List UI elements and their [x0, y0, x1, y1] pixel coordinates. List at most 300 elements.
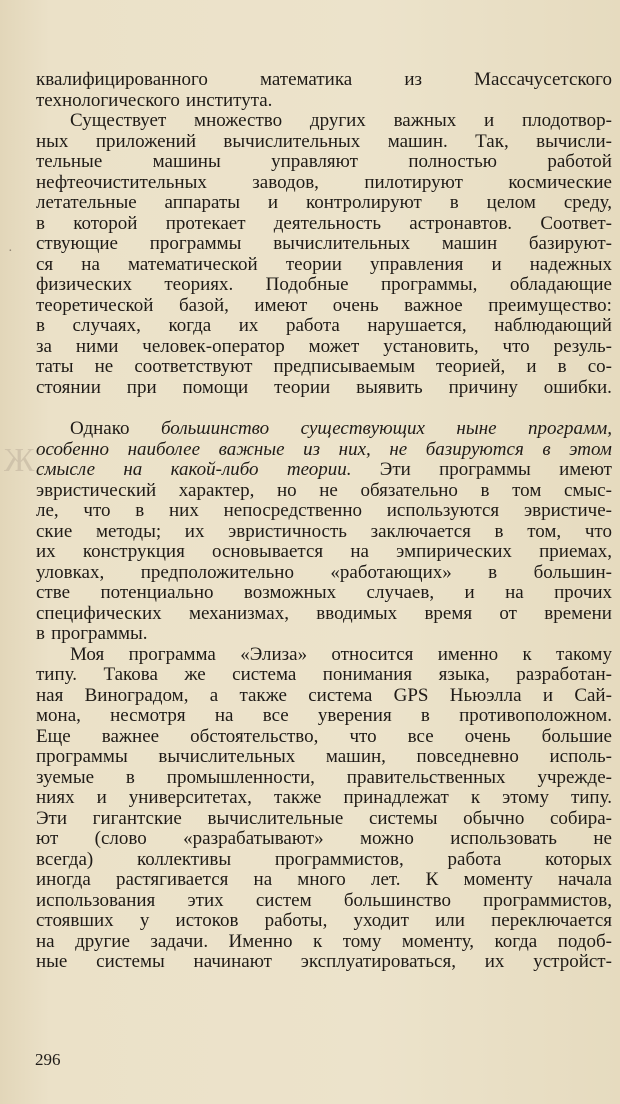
word: ле, [36, 501, 59, 521]
word: надежных [529, 254, 612, 275]
word: программы [439, 460, 531, 480]
page-number: 296 [35, 1050, 61, 1069]
word: университетах, [128, 788, 252, 808]
word: которых [545, 849, 612, 870]
word: и [484, 111, 495, 131]
word: в [135, 501, 145, 521]
word: программистов, [274, 849, 404, 870]
word: прочих [554, 583, 612, 603]
word: Однако [70, 419, 130, 439]
word: математической [128, 254, 258, 275]
word: использовать [450, 829, 557, 849]
text-line [36, 378, 612, 399]
word: всегда) [36, 849, 94, 870]
word: же [184, 665, 206, 685]
word: обычно [463, 808, 525, 829]
word: в [36, 213, 45, 234]
word: моменту, [401, 931, 475, 952]
word: них [169, 501, 199, 521]
word: Эти [379, 460, 411, 480]
text-line [36, 501, 612, 522]
word: космические [508, 172, 612, 193]
word: работа [447, 849, 502, 870]
word: аппараты [164, 193, 241, 213]
text-line [36, 152, 612, 173]
word: важные [218, 439, 285, 460]
word: заводов, [252, 172, 319, 193]
word: программ, [528, 419, 612, 439]
word: на [81, 254, 100, 275]
word: которой [73, 213, 138, 234]
word: системы [368, 808, 438, 829]
word: обязательно [360, 480, 458, 501]
word: случаях, [72, 316, 141, 336]
word: большие [541, 726, 612, 747]
word: моменту [463, 870, 533, 890]
word: работа [285, 316, 340, 336]
word: все [407, 726, 434, 747]
word: «Элиза» [240, 644, 308, 665]
word: также [239, 685, 287, 706]
text-line [36, 132, 612, 153]
word: именно [437, 644, 499, 665]
word: наиболее [127, 439, 201, 460]
text-line [36, 870, 612, 891]
word: или [435, 911, 465, 931]
word: теориях. [164, 275, 234, 295]
word: система [232, 665, 297, 685]
word: том, [527, 521, 562, 542]
word: Существует [70, 111, 167, 131]
word: потенциально [100, 583, 214, 603]
word: уловках, [36, 562, 105, 583]
word: в [542, 439, 551, 460]
word: в [449, 193, 459, 213]
word: гигантские [92, 808, 182, 829]
word: и [491, 254, 502, 275]
text-line [36, 337, 612, 358]
word: заключается [370, 521, 471, 542]
word: контролируют [306, 193, 422, 213]
word: другие [75, 931, 130, 952]
word: целом [486, 193, 536, 213]
word: особенно [36, 439, 110, 460]
word: типу. [36, 665, 77, 685]
word: время [424, 603, 473, 624]
word: в [36, 316, 45, 336]
text-line [36, 234, 612, 255]
word: вычисли- [536, 131, 612, 152]
word: преимущество: [488, 295, 612, 316]
word: на [505, 583, 524, 603]
word: их [238, 316, 259, 336]
text-line [36, 768, 612, 789]
word: установить, [383, 336, 479, 357]
text-line [36, 542, 612, 563]
word: предположительно [140, 562, 294, 583]
word: Еще [36, 726, 71, 747]
text-line [36, 850, 612, 871]
word: правительственных [346, 767, 506, 788]
text-line [36, 111, 612, 132]
word: устройст- [533, 952, 612, 972]
word: механизмах, [188, 603, 289, 624]
word: среду, [563, 193, 612, 213]
word: можно [360, 829, 414, 849]
word: их [484, 952, 505, 972]
word: а [209, 685, 219, 706]
word: работой [547, 152, 612, 172]
text-line [36, 296, 612, 317]
word: ная [36, 685, 64, 706]
word: что [83, 501, 111, 521]
word: что [502, 336, 530, 357]
word: стве [36, 583, 71, 603]
text-line [36, 624, 612, 645]
word: растягивается [115, 870, 229, 890]
word: ствующие [36, 234, 118, 254]
word: летательные [36, 193, 137, 213]
word: Так, [475, 131, 509, 152]
word: зуемые [36, 767, 95, 788]
word: полностью [408, 152, 497, 172]
word: стоявших [36, 911, 114, 931]
word: несмотря [110, 706, 186, 726]
word: этом [569, 439, 612, 460]
text-line [36, 932, 612, 953]
word: начала [558, 870, 612, 890]
word: управления [370, 254, 464, 275]
word: такому [556, 644, 612, 665]
word: иногда [36, 870, 91, 890]
word: и [96, 788, 107, 808]
word: система [308, 685, 373, 706]
word: обладающие [509, 275, 612, 295]
word: них, [338, 439, 371, 460]
word: помощи [182, 377, 249, 398]
word: «работающих» [330, 562, 452, 583]
word: том [512, 480, 542, 501]
word: программы, [380, 275, 478, 295]
word: машин. [387, 131, 448, 152]
text-line [36, 563, 612, 584]
word: Массачусетского [474, 70, 612, 90]
word: базируются [425, 439, 524, 460]
word: непосредственно [223, 501, 362, 521]
text-line [36, 460, 612, 481]
word: человек-оператор [142, 336, 285, 357]
word: и [526, 357, 537, 377]
text-line [36, 522, 612, 543]
word: не [319, 480, 338, 501]
word: к [313, 931, 323, 952]
text-line [36, 952, 612, 973]
text-line [36, 583, 612, 604]
word: программы [36, 747, 128, 767]
word: плодотвор- [521, 111, 612, 131]
text-line [36, 727, 612, 748]
word: что [584, 521, 612, 542]
word: случаев, [366, 583, 435, 603]
word: мона, [36, 706, 81, 726]
word: смыс- [563, 480, 612, 501]
word: много [297, 870, 346, 890]
word: важное [404, 295, 463, 316]
word: в [488, 562, 498, 583]
word: в [480, 480, 490, 501]
word: вводимых [316, 603, 398, 624]
word: истоков [175, 911, 239, 931]
word: деятельность [273, 213, 382, 234]
word: не [389, 439, 408, 460]
word: из [303, 439, 321, 460]
text-line [36, 829, 612, 850]
word: большин- [533, 562, 612, 583]
word: ся [36, 254, 54, 275]
text-line [36, 357, 612, 378]
word: важных [393, 111, 457, 131]
word: физических [36, 275, 132, 295]
word: эмпирических [396, 542, 512, 562]
word: К [425, 870, 439, 890]
word: программа [128, 644, 216, 665]
word: машины [152, 152, 221, 172]
word: уверения [317, 706, 392, 726]
word: в [36, 624, 45, 644]
text-line [36, 706, 612, 727]
word: приложений [95, 131, 197, 152]
text-line [36, 91, 612, 112]
word: квалифицированного [36, 70, 208, 90]
word: переключается [491, 911, 612, 931]
word: ошибки. [543, 377, 612, 398]
word: очень [332, 295, 379, 316]
word: базируют- [528, 234, 612, 254]
word: принадлежат [343, 788, 449, 808]
word: от [499, 603, 517, 624]
word: эвристический [36, 480, 157, 501]
word: разработан- [516, 665, 612, 685]
text-line [36, 419, 612, 440]
word: Виноградом, [84, 685, 189, 706]
word: нефтеочистительных [36, 172, 207, 193]
word: имеют [559, 460, 612, 480]
word: предписываемым [273, 357, 415, 377]
word: теорией, [436, 357, 506, 377]
word: технологического [36, 90, 180, 111]
word: вычислительные [207, 808, 344, 829]
word: пилотируют [364, 172, 463, 193]
word: Ньюэлла [449, 685, 522, 706]
body-text [36, 70, 612, 973]
word: уходит [353, 911, 409, 931]
word: смысле [36, 460, 96, 480]
word: стоянии [36, 377, 101, 398]
word: машин [441, 234, 498, 254]
word: противоположном. [459, 706, 612, 726]
word: когда [494, 931, 538, 952]
word: вычислительных [158, 747, 296, 767]
word: но [276, 480, 297, 501]
word: собира- [549, 808, 612, 829]
word: тому [342, 931, 382, 952]
paragraph-gap [36, 398, 612, 419]
word: программы [149, 234, 242, 254]
word: тельные [36, 152, 103, 172]
word: на [350, 542, 369, 562]
word: их [36, 542, 56, 562]
word: и [542, 685, 554, 706]
word: теоретической [36, 295, 154, 316]
word: к [470, 788, 481, 808]
word: Сай- [574, 685, 612, 706]
word: выявить [356, 377, 423, 398]
word: важнее [101, 726, 160, 747]
text-line [36, 809, 612, 830]
word: учрежде- [537, 767, 612, 788]
word: также [273, 788, 322, 808]
word: не [94, 357, 114, 377]
word: возможных [243, 583, 337, 603]
text-line [36, 747, 612, 768]
word: работы, [264, 911, 328, 931]
text-line [36, 275, 612, 296]
word: в [125, 767, 135, 788]
word: нарушается, [367, 316, 467, 336]
word: исполь- [549, 747, 612, 767]
word: большинство [343, 890, 451, 911]
text-line [36, 255, 612, 276]
word: ними [75, 336, 119, 357]
text-line [36, 214, 612, 235]
word: коллективы [137, 849, 232, 870]
word: языка, [438, 665, 490, 685]
word: наблюдающий [494, 316, 612, 336]
word: относится [331, 644, 414, 665]
text-line [36, 788, 612, 809]
word: существующих [300, 419, 425, 439]
word: и [267, 193, 279, 213]
word: промышленности, [166, 767, 315, 788]
word: характер, [178, 480, 255, 501]
word: «разрабатывают» [183, 829, 324, 849]
word: системы [96, 952, 165, 972]
word: ские [36, 521, 73, 542]
text-line [36, 481, 612, 502]
word: имеют [254, 295, 308, 316]
word: и [464, 583, 475, 603]
word: в [420, 706, 430, 726]
text-line [36, 193, 612, 214]
word: Соответ- [540, 213, 612, 234]
word: специфических [36, 603, 162, 624]
word: ных [36, 131, 69, 152]
word: этому [502, 788, 549, 808]
word: Моя [70, 644, 105, 665]
word: когда [168, 316, 212, 336]
word: эвристичность [228, 521, 347, 542]
word: их [184, 521, 205, 542]
word: типу. [570, 788, 612, 808]
word: конструкция [82, 542, 185, 562]
word: института. [185, 90, 273, 111]
word: задачи. [150, 931, 209, 952]
word: приемах, [539, 542, 612, 562]
word: на [214, 706, 234, 726]
word: может [308, 336, 360, 357]
word: управляют [271, 152, 358, 172]
word: астронавтов. [409, 213, 513, 234]
word: начинают [193, 952, 272, 972]
word: большинство [161, 419, 270, 439]
text-line [36, 645, 612, 666]
word: у [139, 911, 150, 931]
word: Подобные [265, 275, 349, 295]
word: вычислительных [273, 234, 411, 254]
word: какой-либо [170, 460, 259, 480]
word: базой, [178, 295, 229, 316]
word: Именно [228, 931, 293, 952]
word: все [262, 706, 289, 726]
word: что [349, 726, 377, 747]
word: соответствуют [134, 357, 253, 377]
word: обстоятельство, [190, 726, 319, 747]
word: не [593, 829, 612, 849]
word: в [557, 357, 567, 377]
word: за [36, 336, 52, 357]
word: в [494, 521, 504, 542]
word: ниях [36, 788, 75, 808]
word: при [126, 377, 157, 398]
text-line [36, 440, 612, 461]
word: ные [36, 952, 68, 972]
word: эвристиче- [523, 501, 612, 521]
word: других [309, 111, 366, 131]
word: вычислительных [223, 131, 361, 152]
word: подоб- [557, 931, 612, 952]
text-line [36, 173, 612, 194]
word: (слово [94, 829, 147, 849]
text-line [36, 686, 612, 707]
word: причину [448, 377, 518, 398]
word: математика [259, 70, 353, 90]
text-line [36, 911, 612, 932]
text-line [36, 604, 612, 625]
word: теории [274, 377, 331, 398]
word: ют [36, 829, 59, 849]
word: ныне [456, 419, 497, 439]
word: к [522, 644, 532, 665]
word: этих [187, 890, 224, 911]
word: систем [255, 890, 312, 911]
word: очень [464, 726, 511, 747]
text-line [36, 70, 612, 91]
margin-watermark: Ж [4, 442, 35, 479]
word: со- [587, 357, 612, 377]
word: повседневно [416, 747, 519, 767]
word: на [123, 460, 143, 480]
word: основывается [212, 542, 324, 562]
word: Эти [36, 808, 68, 829]
word: используются [386, 501, 500, 521]
word: на [36, 931, 55, 952]
text-line [36, 665, 612, 686]
word: множество [194, 111, 283, 131]
word: машин, [325, 747, 386, 767]
word: на [253, 870, 273, 890]
word: теории [285, 254, 342, 275]
word: лет. [370, 870, 401, 890]
